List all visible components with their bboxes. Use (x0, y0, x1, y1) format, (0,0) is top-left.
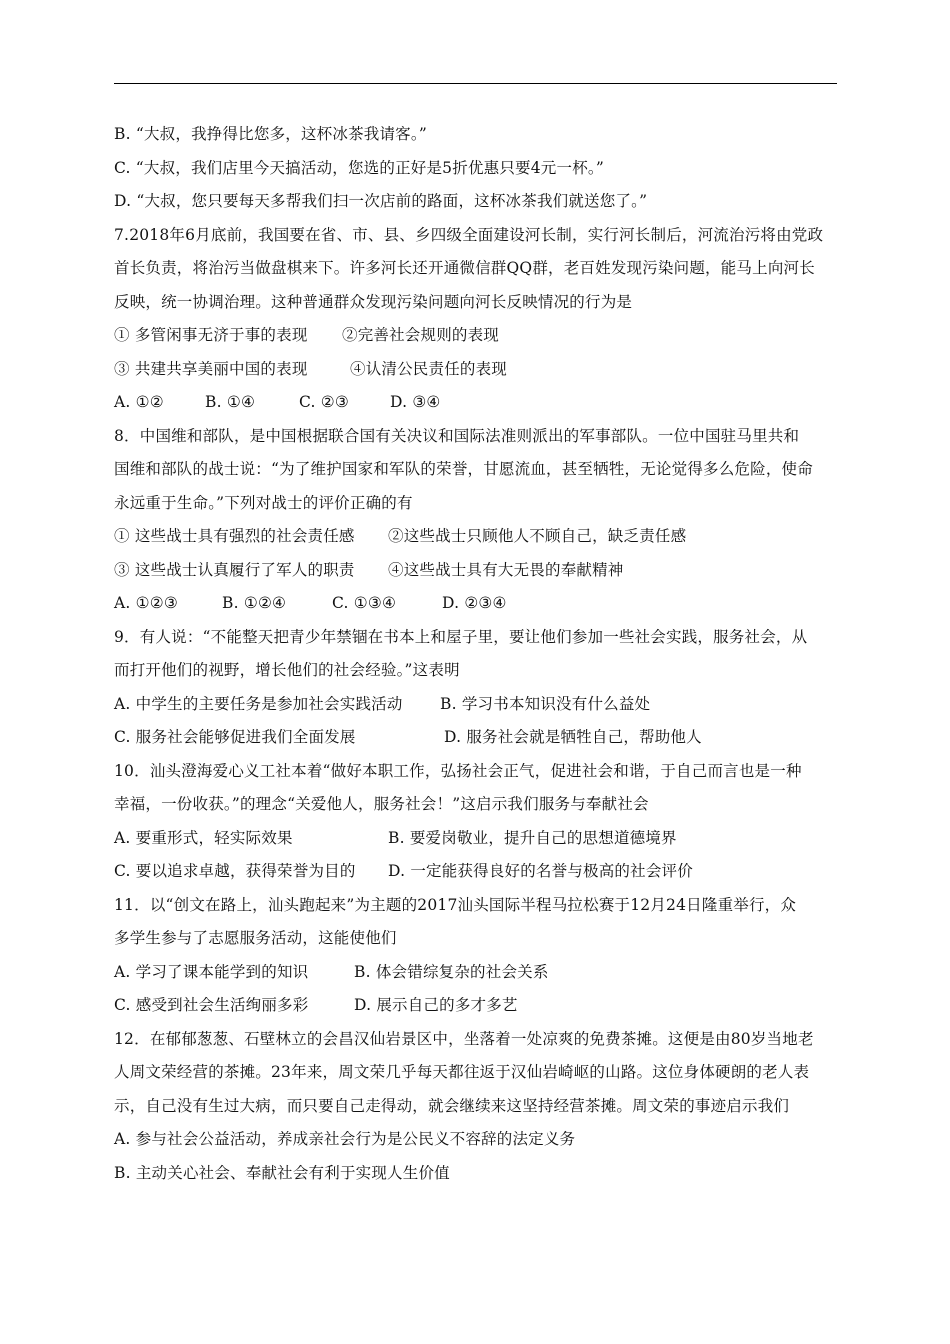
q10-choice-b: B. 要爱岗敬业，提升自己的思想道德境界 (388, 828, 677, 847)
q8-item-1: ① 这些战士具有强烈的社会责任感 (114, 527, 355, 545)
q10-choice-a: A. 要重形式，轻实际效果 (114, 828, 293, 847)
q7-item-4: ④认清公民责任的表现 (350, 359, 508, 378)
q10-stem-line-1: 10．汕头澄海爱心义工社本着“做好本职工作，弘扬社会正气，促进社会和谐，于自己而言也是一种 (114, 761, 802, 780)
q12-choice-a: A. 参与社会公益活动，养成亲社会行为是公民义不容辞的法定义务 (114, 1130, 576, 1148)
q7-choice-a: A. ①② (114, 393, 164, 411)
q8-choice-a: A. ①②③ (114, 594, 178, 612)
q10-choice-d: D. 一定能获得良好的名誉与极高的社会评价 (388, 862, 693, 880)
q8-choice-c: C. ①③④ (332, 594, 397, 612)
q7-stem-line-2: 首长负责，将治污当做盘棋来下。许多河长还开通微信群QQ群，老百姓发现污染问题，能马上向河长 (114, 259, 815, 277)
q7-stem-line-3: 反映，统一协调治理。这种普通群众发现污染问题向河长反映情况的行为是 (114, 292, 633, 311)
q7-item-1: ① 多管闲事无济于事的表现 (114, 326, 308, 344)
q10-choices-row-2 (114, 855, 838, 889)
q9-stem-line-2: 而打开他们的视野，增长他们的社会经验。”这表明 (114, 661, 460, 679)
q8-item-2: ②这些战士只顾他人不顾自己，缺乏责任感 (388, 527, 687, 545)
q8-choice-d: D. ②③④ (442, 594, 507, 612)
q11-stem-line-2: 多学生参与了志愿服务活动，这能使他们 (114, 929, 397, 947)
q9-choices-row-1 (114, 688, 838, 722)
q8-stem-line-3: 永远重于生命。”下列对战士的评价正确的有 (114, 493, 413, 512)
q11-choices-row-2 (114, 989, 838, 1023)
q9-choice-b: B. 学习书本知识没有什么益处 (440, 694, 651, 713)
q7-choice-b: B. ①④ (205, 393, 256, 411)
q9-choice-c: C. 服务社会能够促进我们全面发展 (114, 728, 356, 746)
q9-choices-row-2 (114, 721, 838, 755)
q8-item-4: ④这些战士具有大无畏的奉献精神 (388, 560, 624, 579)
q8-choices (114, 587, 838, 621)
header-rule (114, 83, 837, 84)
q11-choice-d: D. 展示自己的多才多艺 (354, 996, 518, 1014)
q9-choice-a: A. 中学生的主要任务是参加社会实践活动 (114, 694, 403, 713)
q11-choice-a: A. 学习了课本能学到的知识 (114, 962, 309, 981)
q8-items-row-2 (114, 554, 838, 588)
q8-stem-line-2: 国维和部队的战士说：“为了维护国家和军队的荣誉，甘愿流血，甚至牺牲，无论觉得多么危险，使命 (114, 460, 813, 478)
q10-stem-line-2: 幸福，一份收获。”的理念“关爱他人，服务社会！”这启示我们服务与奉献社会 (114, 795, 649, 813)
q9-choice-d: D. 服务社会就是牺牲自己，帮助他人 (444, 728, 702, 746)
q11-choice-c: C. 感受到社会生活绚丽多彩 (114, 996, 309, 1014)
q7-item-3: ③ 共建共享美丽中国的表现 (114, 359, 308, 378)
q6-option-d: D. “大叔，您只要每天多帮我们扫一次店前的路面，这杯冰茶我们就送您了。” (114, 192, 648, 210)
q7-choice-c: C. ②③ (299, 393, 349, 411)
q8-items-row-1 (114, 520, 838, 554)
q12-stem-line-3: 示，自己没有生过大病，而只要自己走得动，就会继续来这坚持经营茶摊。周文荣的事迹启示我们 (114, 1096, 790, 1115)
q7-items-row-1 (114, 319, 838, 353)
q12-stem-line-2: 人周文荣经营的茶摊。23年来，周文荣几乎每天都往返于汉仙岩崎岖的山路。这位身体硬朗的老人表 (114, 1063, 810, 1081)
q8-item-3: ③ 这些战士认真履行了军人的职责 (114, 560, 355, 579)
q7-choices (114, 386, 838, 420)
q8-choice-b: B. ①②④ (222, 594, 287, 612)
q12-choice-b: B. 主动关心社会、奉献社会有利于实现人生价值 (114, 1163, 450, 1182)
q11-choices-row-1 (114, 956, 838, 990)
q7-choice-d: D. ③④ (390, 393, 441, 411)
q7-items-row-2 (114, 353, 838, 387)
q6-option-b: B. “大叔，我挣得比您多，这杯冰茶我请客。” (114, 125, 427, 143)
q10-choice-c: C. 要以追求卓越，获得荣誉为目的 (114, 862, 356, 880)
q11-choice-b: B. 体会错综复杂的社会关系 (354, 962, 549, 981)
q6-option-c: C. “大叔，我们店里今天搞活动，您选的正好是5折优惠只要4元一杯。” (114, 158, 604, 177)
q9-stem-line-1: 9．有人说：“不能整天把青少年禁锢在书本上和屋子里，要让他们参加一些社会实践，服务社会，从 (114, 627, 808, 646)
q10-choices-row-1 (114, 822, 838, 856)
exam-page (114, 118, 838, 1190)
q8-stem-line-1: 8．中国维和部队，是中国根据联合国有关决议和国际法准则派出的军事部队。一位中国驻马里共和 (114, 426, 800, 445)
q12-stem-line-1: 12．在郁郁葱葱、石壁林立的会昌汉仙岩景区中，坐落着一处凉爽的免费茶摊。这便是由80岁当地老 (114, 1029, 814, 1048)
q7-stem-line-1: 7.2018年6月底前，我国要在省、市、县、乡四级全面建设河长制，实行河长制后，河流治污将由党政 (114, 225, 824, 244)
q11-stem-line-1: 11．以“创文在路上，汕头跑起来”为主题的2017汕头国际半程马拉松赛于12月24日隆重举行，众 (114, 895, 797, 914)
q7-item-2: ②完善社会规则的表现 (342, 326, 500, 344)
